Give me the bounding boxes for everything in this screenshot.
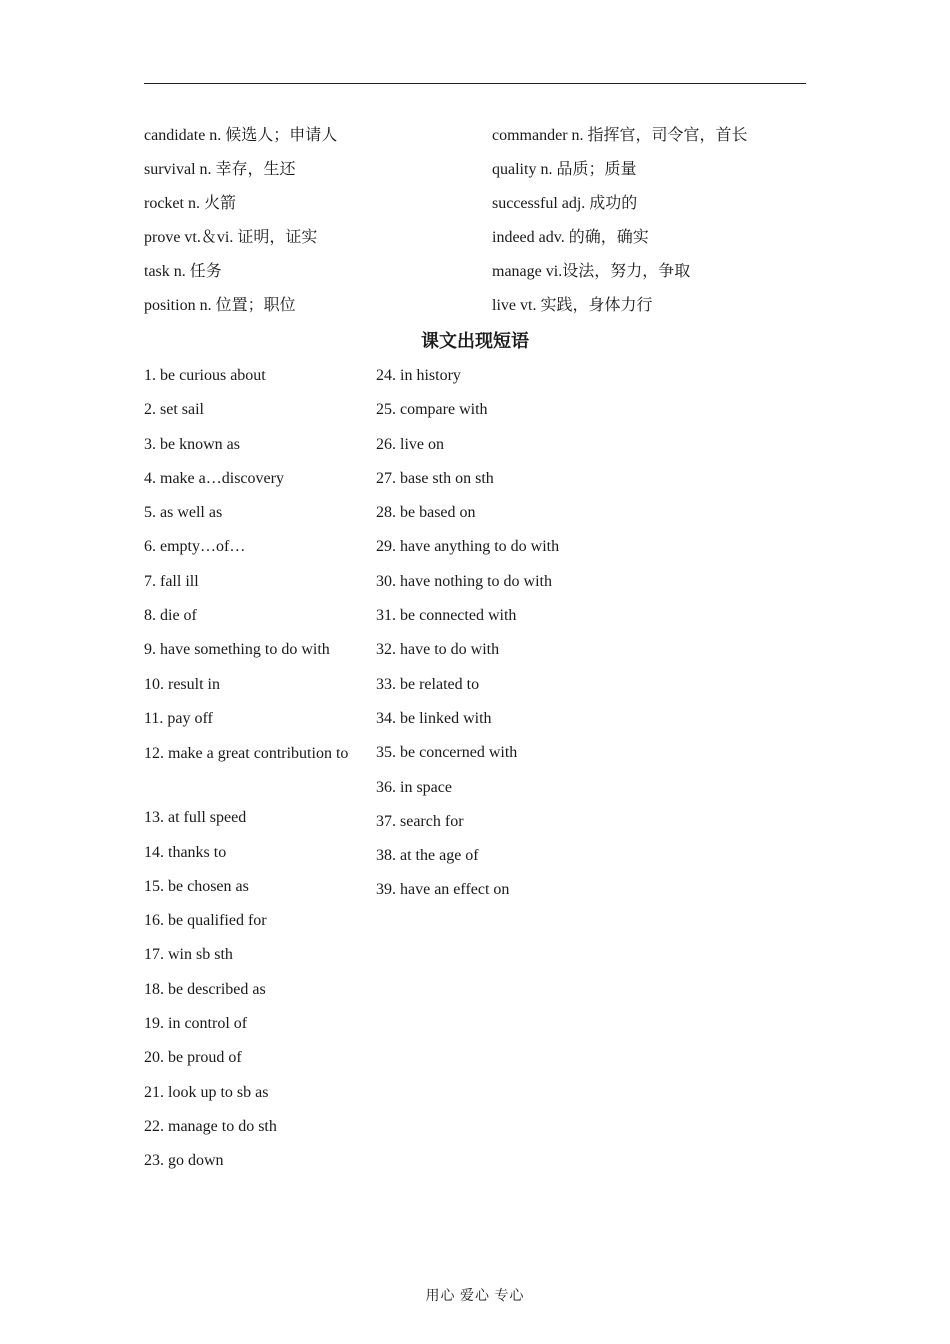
vocab-item: candidate n. 候选人；申请人 [144, 127, 338, 144]
phrase-item: 10. result in [144, 675, 220, 693]
vocab-item: task n. 任务 [144, 263, 222, 280]
phrase-item: 15. be chosen as [144, 877, 249, 895]
phrase-item: 39. have an effect on [376, 881, 510, 899]
vocab-item: position n. 位置；职位 [144, 297, 296, 314]
phrase-item: 38. at the age of [376, 847, 479, 865]
phrase-item: 11. pay off [144, 709, 213, 727]
phrase-item: 22. manage to do sth [144, 1117, 277, 1135]
phrase-item: 28. be based on [376, 504, 476, 522]
vocab-item: indeed adv. 的确，确实 [492, 229, 649, 246]
vocab-item: live vt. 实践，身体力行 [492, 297, 653, 314]
phrase-item: 33. be related to [376, 675, 480, 693]
phrase-item: 5. as well as [144, 504, 223, 522]
phrase-item: 16. be qualified for [144, 912, 267, 930]
phrase-item: 24. in history [376, 367, 461, 384]
vocab-item: prove vt.＆vi. 证明，证实 [144, 229, 318, 246]
vocab-item: rocket n. 火箭 [144, 195, 236, 212]
phrase-item: 31. be connected with [376, 607, 517, 625]
phrase-item: 2. set sail [144, 401, 204, 419]
phrase-item: 3. be known as [144, 435, 240, 453]
phrase-item: 27. base sth on sth [376, 469, 494, 487]
phrase-item: 7. fall ill [144, 572, 199, 590]
phrase-item: 4. make a…discovery [144, 469, 284, 487]
phrase-item: 13. at full speed [144, 809, 247, 827]
phrase-list-left [144, 364, 364, 1184]
phrase-item: 35. be concerned with [376, 744, 518, 762]
phrase-item: 14. thanks to [144, 843, 227, 861]
vocab-item: manage vi.设法，努力，争取 [492, 263, 691, 280]
vocab-item: successful adj. 成功的 [492, 195, 638, 212]
phrase-item: 6. empty…of… [144, 538, 246, 556]
phrase-item: 23. go down [144, 1152, 224, 1170]
phrase-item: 19. in control of [144, 1015, 248, 1033]
phrase-item: 8. die of [144, 607, 197, 625]
phrase-item: 36. in space [376, 778, 452, 796]
phrase-item: 25. compare with [376, 401, 488, 419]
page-footer: 用心 爱心 专心 [425, 1289, 525, 1304]
phrase-item: 37. search for [376, 812, 464, 830]
vocabulary-table [144, 124, 806, 328]
phrase-item: 20. be proud of [144, 1049, 242, 1067]
phrase-item: 9. have something to do with [144, 641, 330, 659]
vocab-item: survival n. 幸存，生还 [144, 161, 296, 178]
phrase-item: 21. look up to sb as [144, 1083, 269, 1101]
vocab-item: commander n. 指挥官，司令官，首长 [492, 127, 748, 144]
phrase-item: 34. be linked with [376, 709, 492, 727]
phrase-item: 18. be described as [144, 980, 266, 998]
phrase-item: 32. have to do with [376, 641, 500, 659]
phrase-item: 1. be curious about [144, 367, 266, 384]
phrase-list-right [376, 364, 676, 913]
header-rule [144, 83, 806, 84]
phrase-item: 26. live on [376, 435, 444, 453]
phrase-item: 17. win sb sth [144, 946, 233, 964]
section-title: 课文出现短语 [421, 331, 529, 351]
phrase-item: 12. make a great contribution to [144, 745, 349, 763]
phrase-item: 29. have anything to do with [376, 538, 560, 556]
vocab-item: quality n. 品质；质量 [492, 161, 637, 178]
phrase-item: 30. have nothing to do with [376, 572, 552, 590]
